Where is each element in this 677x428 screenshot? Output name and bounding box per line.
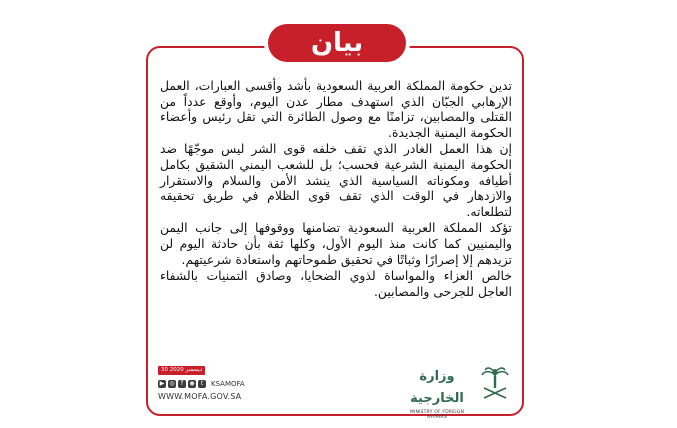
saudi-emblem-icon <box>478 364 512 402</box>
statement-body <box>160 78 512 300</box>
paragraph-4: خالص العزاء والمواساة لذوي الضحايا، وصادق التمنيات بالشفاء العاجل للجرحى والمصابين. <box>160 268 512 299</box>
snapchat-icon[interactable]: ◎ <box>169 380 175 387</box>
paragraph-1: تدين حكومة المملكة العربية السعودية بأشد وأقسى العبارات، العمل الإرهابي الجبّان الذي استهدف مطار عدن اليوم، وأوقع عدداً من القتلى والمصابين، تزامنًا مع وصول الطائرة التي تقل رئيس وأعضاء الحكومة اليمنية الجديدة. <box>160 78 512 140</box>
ministry-name-en: MINISTRY OF FOREIGN AFFAIRS <box>409 410 465 420</box>
instagram-icon[interactable]: ◉ <box>189 380 195 387</box>
footer <box>150 364 520 420</box>
twitter-icon[interactable]: t <box>198 380 206 388</box>
ministry-name-ar: وزارة الخارجية <box>410 369 464 406</box>
paragraph-3: تؤكد المملكة العربية السعودية تضامنها ووقوفها إلى جانب اليمن واليمنيين كما كانت منذ اليوم الأول، وكلها ثقة بأن حادثة اليوم لن تزيدهم إلا إصرارًا وثباتًا في تحقيق طموحاتهم واستعادة شرعيتهم. <box>160 220 512 267</box>
social-handle: KSAMOFA <box>211 380 245 388</box>
social-links <box>158 380 245 388</box>
ministry-logo-text <box>402 366 472 420</box>
website-link[interactable]: WWW.MOFA.GOV.SA <box>158 392 242 401</box>
statement-title: بيان <box>268 24 406 62</box>
facebook-icon[interactable]: f <box>178 380 186 388</box>
youtube-icon[interactable]: ▶ <box>159 380 165 387</box>
paragraph-2: إن هذا العمل الغادر الذي تقف خلفه قوى الشر ليس موجّهًا ضد الحكومة اليمنية الشرعية فحسب؛ بل للشعب اليمني الشقيق بكامل أطيافه ومكوناته السياسية الذي ينشد الأمن والسلام والاستقرار والازدهار في الوقت الذي تقف قوى الظلام في طريق تحقيقه لتطلعاته. <box>160 141 512 219</box>
date-badge: 30 ديسمبر 2020 <box>158 366 205 375</box>
